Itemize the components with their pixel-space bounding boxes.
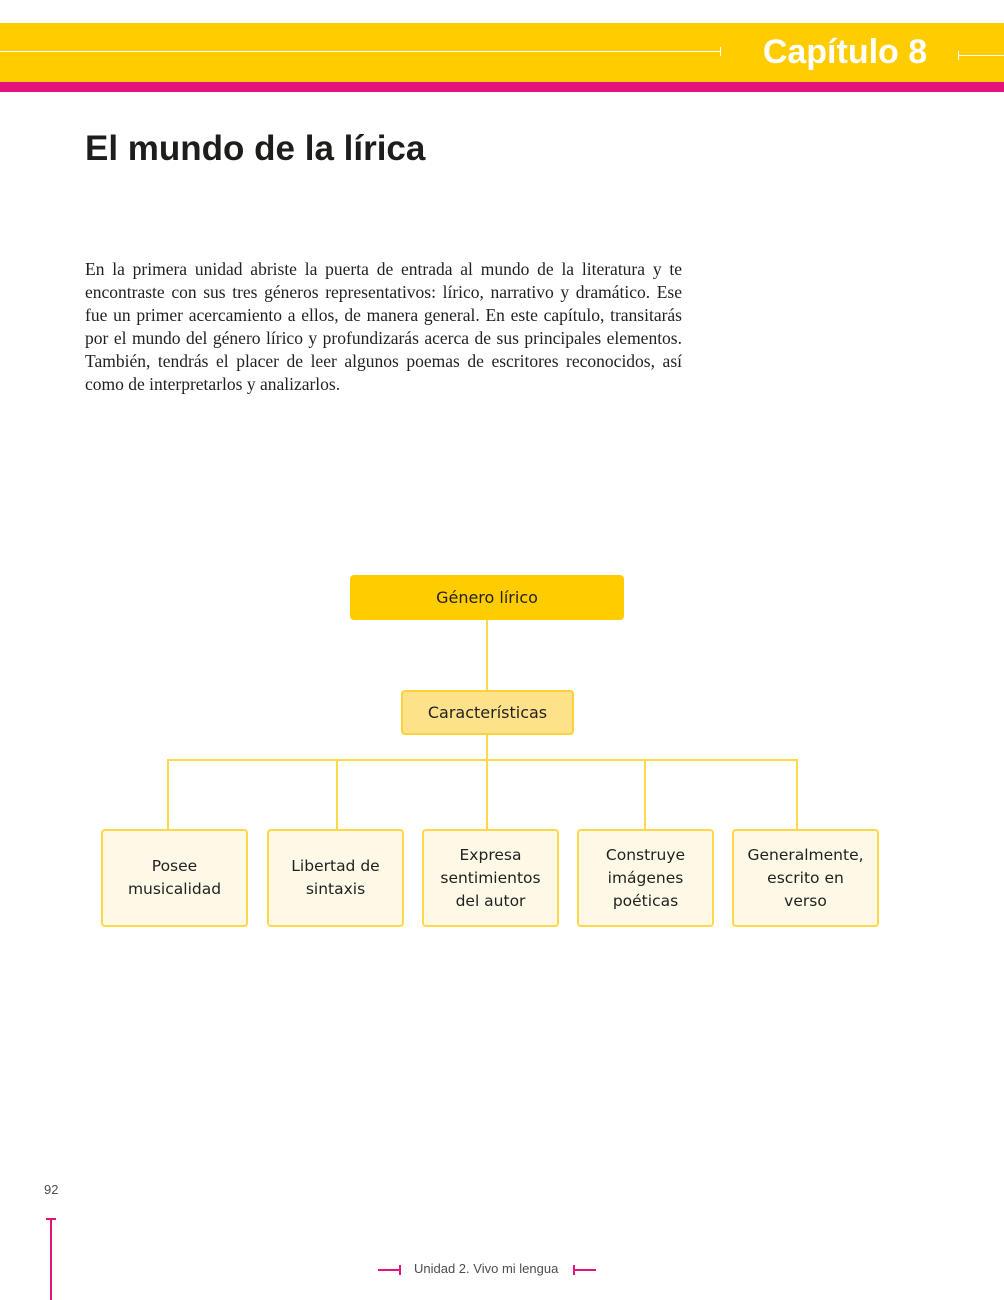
page-number: 92 <box>44 1182 59 1197</box>
footer-rule-right <box>574 1269 596 1271</box>
header-rule-left-tick <box>720 47 721 56</box>
diagram-leaf-node: Generalmente, escrito en verso <box>732 829 879 927</box>
page-title: El mundo de la lírica <box>85 129 426 168</box>
diagram-leaf-node: Libertad de sintaxis <box>267 829 404 927</box>
diagram-leaf-node: Construye imágenes poéticas <box>577 829 714 927</box>
diagram-leaf-node: Expresa sentimientos del autor <box>422 829 559 927</box>
connector-horizontal-bar <box>167 759 798 761</box>
footer-rule-left-tick <box>399 1265 401 1275</box>
connector-leaf-3 <box>486 759 488 829</box>
footer-unit-title: Vivo mi lengua <box>473 1261 559 1276</box>
diagram-root-node: Género lírico <box>350 575 624 620</box>
intro-paragraph: En la primera unidad abriste la puerta de entrada al mundo de la literatura y te encontraste con sus tres géneros representativos: lírico, narrativo y dramático. Ese fue un primer acercamiento a ellos, de manera general. En este capítulo, transitarás por el mundo del género lírico y profundizarás acerca de sus principales elementos. También, tendrás el placer de leer algunos poemas de escritores reconocidos, así como de interpretarlos y analizarlos. <box>85 259 682 394</box>
connector-middle-down <box>486 735 488 760</box>
header-rule-right <box>958 55 1004 56</box>
connector-leaf-5 <box>796 759 798 829</box>
footer-unit: Unidad 2. <box>414 1261 470 1276</box>
footer-unit-text <box>414 1260 558 1278</box>
connector-leaf-2 <box>336 759 338 829</box>
page-margin-rule-tick <box>46 1218 56 1220</box>
connector-leaf-1 <box>167 759 169 829</box>
chapter-label: Capítulo 8 <box>762 33 928 71</box>
header-accent-band <box>0 82 1004 92</box>
header-rule-right-tick <box>958 51 959 60</box>
connector-leaf-4 <box>644 759 646 829</box>
diagram-leaf-node: Posee musicalidad <box>101 829 248 927</box>
connector-root-to-middle <box>486 620 488 690</box>
header-rule-left <box>0 51 720 52</box>
diagram-middle-node: Características <box>401 690 574 735</box>
footer-rule-left <box>378 1269 400 1271</box>
page-margin-rule <box>50 1218 52 1300</box>
footer <box>376 1260 598 1280</box>
